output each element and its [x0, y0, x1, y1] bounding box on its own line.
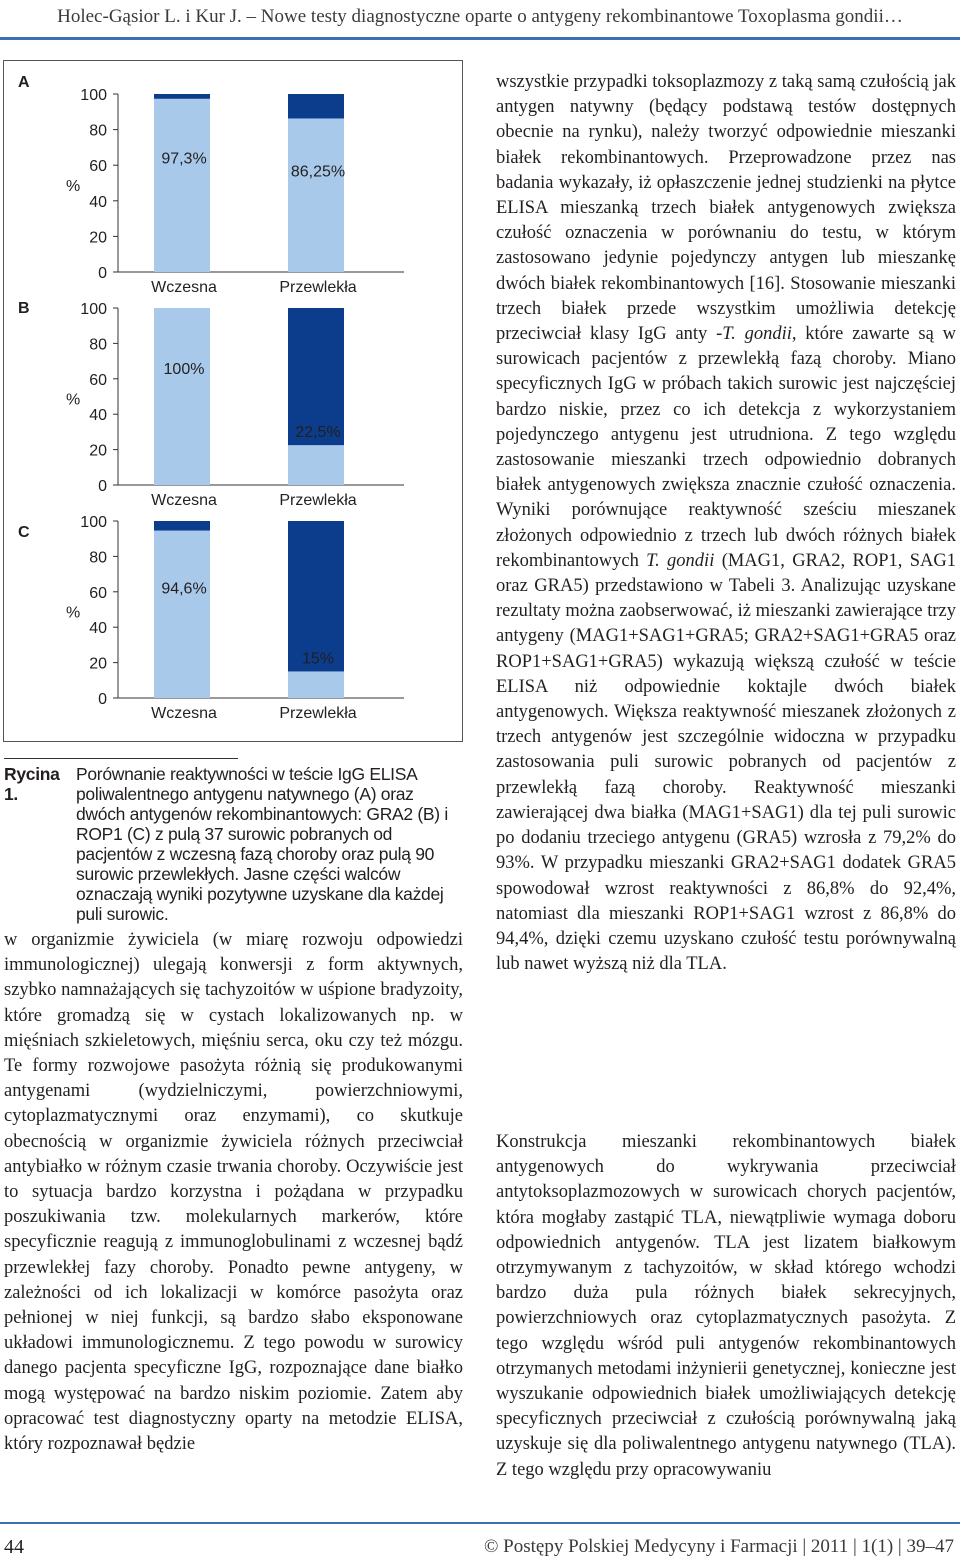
- caption-label: Rycina 1.: [4, 764, 60, 804]
- y-tick-label: 20: [89, 229, 107, 247]
- y-tick-label: 0: [98, 478, 107, 495]
- bar-value-label: 94,6%: [161, 580, 207, 598]
- y-tick-label: 40: [89, 407, 107, 425]
- y-tick-label: 80: [89, 549, 107, 567]
- right-paragraph-1-part-b: , które zawarte są w surowicach pacjentów z przewlekłą fazą choroby. Miano specyficznych IgG w próbach takich surowic jest najczęściej bardzo niskie, przez co ich detekcja z wykorzystaniem pojedynczego antygenu jest utrudniona. Z tego względu zastosowanie mieszanki trzech odpowiednio dobranych białek antygenowych zwiększa znacznie czułość oznaczenia. Wyniki porównujące reaktywność sześciu mieszanek złożonych odpowiednio z trzech lub dwóch różnych białek rekombinantowych: [496, 324, 956, 571]
- bar-positive: [288, 445, 344, 485]
- bar-positive: [154, 531, 210, 698]
- y-tick-label: 40: [89, 620, 107, 638]
- bar-value-label: 97,3%: [161, 150, 207, 168]
- caption-text: Porównanie reaktywności w teście IgG ELISA poliwalentnego antygenu natywnego (A) oraz dwóch antygenów rekombinantowych: GRA2 (B) i ROP1 (C) z pulą 37 surowic pobranych od pacjentów z wczesną fazą choroby oraz pulą 90 surowic przewlekłych. Jasne części walców oznaczają wyniki pozytywne uzyskane dla każdej puli surowic.: [76, 764, 448, 924]
- right-column-block-2: [496, 1130, 956, 1483]
- right-paragraph-1-part-c: (MAG1, GRA2, ROP1, SAG1 oraz GRA5) przedstawiono w Tabeli 3. Analizując uzyskane rezultaty można zaobserwować, iż mieszanki zawierające trzy antygeny (MAG1+SAG1+GRA5; GRA2+SAG1+GRA5 oraz ROP1+SAG1+GRA5) wykazują większą czułość w teście ELISA niż odpowiednie koktajle dwóch białek antygenowych. Większa reaktywność mieszanek złożonych z trzech antygenów jest szczególnie widoczna w przypadku zastosowania puli surowic pobranych od pacjentów z przewlekłą fazą choroby. Reaktywność mieszanki zawierającej dwa białka (MAG1+SAG1) dla tej puli surowic po dodaniu trzeciego antygenu (GRA5) wzrosła z 79,2% do 93%. W przypadku mieszanki GRA2+SAG1 dodatek GRA5 spowodował wzrost reaktywności z 86,8% do 92,4%, natomiast dla mieszanki ROP1+SAG1 wzrost z 86,8% do 94,4%, dzięki czemu uzyskano czułość testu porównywalną lub nawet wyższą niż dla TLA.: [496, 550, 956, 975]
- bar-value-label: 22,5%: [295, 424, 341, 442]
- y-tick-label: 40: [89, 193, 107, 211]
- running-header: Holec-Gąsior L. i Kur J. – Nowe testy diagnostyczne oparte o antygeny rekombinantowe Toxoplasma gondii…: [57, 6, 903, 27]
- bar-negative: [288, 521, 344, 671]
- bar-positive: [288, 671, 344, 698]
- bar-value-label: 86,25%: [290, 163, 346, 181]
- panel-letter: C: [18, 524, 30, 541]
- y-tick-label: 20: [89, 655, 107, 673]
- bar-value-label: 100%: [163, 361, 205, 379]
- x-category-label: Wczesna: [151, 705, 217, 722]
- figure-1: [3, 60, 463, 742]
- journal-footer: © Postępy Polskiej Medycyny i Farmacji | 2011 | 1(1) | 39–47: [483, 1536, 954, 1557]
- x-category-label: Przewlekła: [279, 705, 357, 722]
- x-category-label: Wczesna: [151, 279, 217, 296]
- panel-letter: B: [18, 300, 30, 317]
- right-paragraph-2: Konstrukcja mieszanki rekombinantowych białek antygenowych do wykrywania przeciwciał antytoksoplazmozowych w surowicach chorych pacjentów, która mogłaby zastąpić TLA, niewątpliwie wymaga doboru odpowiednich antygenów. TLA jest lizatem białkowym otrzymywanym z tachyzoitów, w skład którego wchodzi bardzo duża pula różnych białek sekrecyjnych, powierzchniowych oraz cytoplazmatycznych pasożyta. Z tego względu wśród puli antygenów rekombinantowych otrzymanych metodami inżynierii genetycznej, konieczne jest wyszukanie odpowiednich białek umożliwiających detekcję specyficznych przeciwciał z czułością porównywalną jaką uzyskuje się dla poliwalentnego antygenu natywnego (TLA). Z tego względu przy opracowywaniu: [496, 1132, 956, 1480]
- y-tick-label: 0: [98, 265, 107, 282]
- right-paragraph-1-part-a: wszystkie przypadki toksoplazmozy z taką samą czułością jak antygen natywny (będący podstawą testów dostępnych obecnie na rynku), należy tworzyć odpowiednie mieszanki białek rekombinantowych. Przeprowadzone przez nas badania wykazały, iż opłaszczenie jednej studzienki na płytce ELISA mieszanką trzech białek antygenowych zwiększa czułość oznaczenia w porównaniu do testu, w którym zastosowano jedynie pojedynczy antygen lub mieszankę dwóch białek rekombinantowych [16]. Stosowanie mieszanki trzech białek przede wszystkim umożliwia detekcję przeciwciał klasy IgG anty -: [496, 72, 956, 345]
- y-tick-label: 100: [80, 301, 107, 318]
- figure-1-chart: [4, 61, 464, 743]
- y-axis-label: %: [66, 604, 81, 622]
- header-rule: [0, 37, 960, 40]
- left-paragraph-1: w organizmie żywiciela (w miarę rozwoju odpowiedzi immunologicznej) ulegają konwersji z form aktywnych, szybko namnażających się tachyzoitów w uśpione bradyzoity, które gromadzą się w cystach lokalizowanych np. w mięśniach szkieletowych, mięśniu serca, oku czy też mózgu. Te formy rozwojowe pasożyta różnią się produkowanymi antygenami (wydzielniczymi, powierzchniowymi, cytoplazmatycznymi oraz enzymami), co skutkuje obecnością w organizmie żywiciela różnych przeciwciał antybiałko w różnym czasie trwania choroby. Oczywiście jest to sytuacja bardzo korzystna i pożądana w przypadku poszukiwania tzw. molekularnych markerów, które specyficznie reagują z immunoglobulinami z wczesnej bądź przewlekłej fazy choroby. Ponadto pewne antygeny, w zależności od ich lokalizacji w komórce pasożyta oraz pełnionej w niej funkcji, są bardzo słabo eksponowane układowi immunologicznemu. Z tego powodu w surowicy danego pacjenta specyficzne IgG, rozpoznające dane białko mogą występować na bardzo niskim poziomie. Zatem aby opracować test diagnostyczny oparty na metodzie ELISA, który rozpoznawał będzie: [4, 930, 463, 1455]
- organism-name: T. gondii: [646, 550, 715, 571]
- figure-caption: [4, 764, 462, 924]
- y-tick-label: 20: [89, 442, 107, 460]
- bar-positive: [154, 308, 210, 485]
- x-category-label: Wczesna: [151, 492, 217, 509]
- bar-value-label: 15%: [301, 650, 335, 668]
- y-tick-label: 80: [89, 336, 107, 354]
- y-tick-label: 100: [80, 514, 107, 531]
- bar-positive: [154, 99, 210, 272]
- y-tick-label: 60: [89, 584, 107, 602]
- bar-negative: [154, 94, 210, 99]
- bar-negative: [288, 94, 344, 118]
- y-tick-label: 60: [89, 158, 107, 176]
- left-column: [4, 928, 463, 1457]
- y-tick-label: 60: [89, 371, 107, 389]
- organism-name: T. gondii: [722, 324, 792, 345]
- x-category-label: Przewlekła: [279, 492, 357, 509]
- right-paragraph-1: [496, 70, 956, 977]
- caption-rule: [4, 758, 238, 759]
- x-category-label: Przewlekła: [279, 279, 357, 296]
- y-axis-label: %: [66, 391, 81, 409]
- right-column-block-1: [496, 70, 956, 977]
- page-number: 44: [4, 1536, 24, 1558]
- bar-positive: [288, 118, 344, 272]
- y-tick-label: 80: [89, 122, 107, 140]
- panel-letter: A: [18, 74, 30, 91]
- footer-rule: [0, 1522, 960, 1524]
- y-tick-label: 100: [80, 87, 107, 104]
- y-axis-label: %: [66, 178, 81, 195]
- y-tick-label: 0: [98, 691, 107, 708]
- bar-negative: [154, 521, 210, 531]
